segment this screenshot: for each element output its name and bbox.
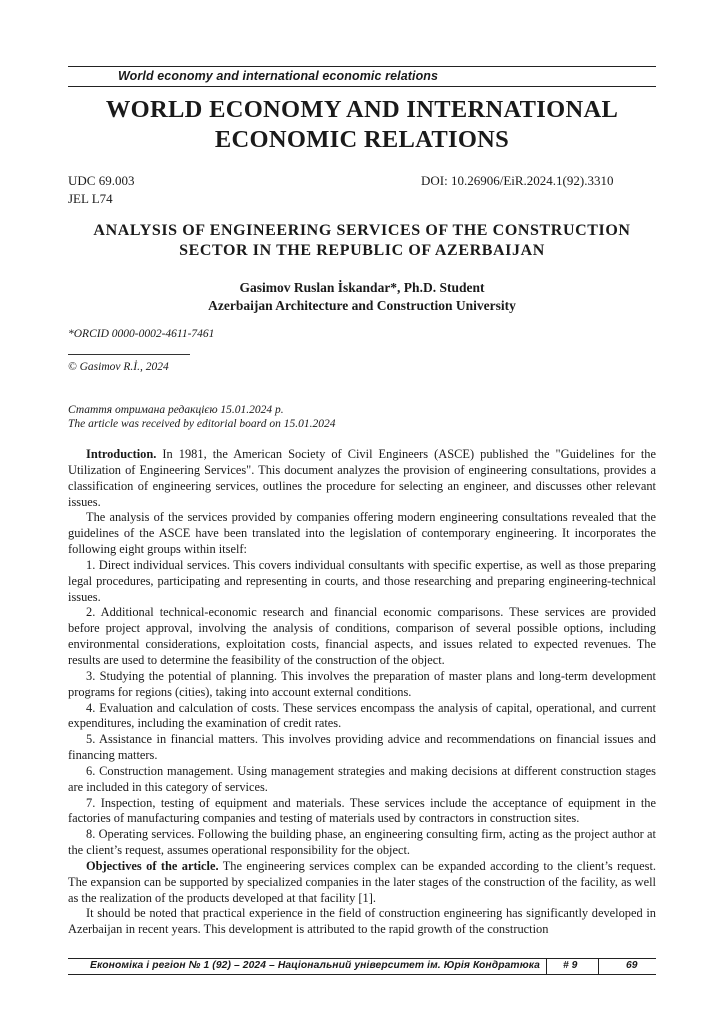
body-paragraph [68, 669, 656, 701]
section-title [68, 95, 656, 155]
body-paragraph [68, 859, 656, 907]
body-paragraph [68, 510, 656, 558]
page-number: 69 [626, 960, 638, 971]
paragraph-text: 5. Assistance in financial matters. This involves providing advice and recommendations on financial issues and financing matters. [68, 732, 656, 763]
paragraph-text: In 1981, the American Society of Civil Engineers (ASCE) published the "Guidelines for the Utilization of Engineering Services". This document analyzes the provision of engineering consultations, provides a classification of engineering services, outlines the procedure for selecting an engineer, and discusses other relevant issues. [68, 447, 656, 509]
paragraph-text: The analysis of the services provided by companies offering modern engineering consultations revealed that the guidelines of the ASCE have been translated into the legislation of contemporary engineering. It incorporates the following eight groups within itself: [68, 510, 656, 557]
body-paragraph [68, 558, 656, 606]
received-note-en: The article was received by editorial board on 15.01.2024 [68, 418, 336, 430]
body-paragraph [68, 447, 656, 510]
paragraph-text: 1. Direct individual services. This covers individual consultants with specific expertise, as well as those preparing legal procedures, participating and representing in courts, and those researching and preparing engineering-technical issues. [68, 557, 656, 604]
section-title-line-1: WORLD ECONOMY AND INTERNATIONAL [105, 96, 619, 123]
running-header: World economy and international economic relations [118, 69, 439, 83]
paragraph-text: It should be noted that practical experience in the field of construction engineering has significantly developed in Azerbaijan in recent years. This development is attributed to the rapid growth of the construction [68, 906, 656, 937]
paragraph-text: 2. Additional technical-economic research and financial economic comparisons. These services are provided before project approval, involving the analysis of conditions, comparison of several possible options, including environmental considerations, exploitation costs, financial aspects, and issues related to expected revenues. The results are used to determine the feasibility of the construction of the object. [68, 605, 656, 667]
separator-rule [68, 354, 190, 355]
section-title-line-2: ECONOMIC RELATIONS [214, 126, 510, 153]
paragraph-text: The engineering services complex can be expanded according to the client’s request. The expansion can be supported by specialized companies in the later stages of the construction of the facility, as well as the realization of the products developed at that facility [1]. [68, 858, 656, 905]
header-rule-top [68, 66, 656, 67]
body-paragraph [68, 701, 656, 733]
body-paragraph [68, 605, 656, 668]
jel-code: JEL L74 [68, 191, 113, 206]
footer-rule-bottom [68, 974, 656, 975]
author-affiliation: Azerbaijan Architecture and Construction University [208, 298, 516, 313]
body-paragraph [68, 827, 656, 859]
paragraph-lead: Objectives of the article. [86, 858, 219, 873]
paragraph-text: 3. Studying the potential of planning. This involves the preparation of master plans and long-term development programs for regions (cities), taking into account external conditions. [68, 668, 656, 699]
author-name: Gasimov Ruslan İskandar*, Ph.D. Student [239, 280, 485, 295]
body-paragraph [68, 906, 656, 938]
footer-divider [598, 958, 599, 974]
paragraph-text: 8. Operating services. Following the building phase, an engineering consulting firm, acting as the project author at the client’s request, assumes operational responsibility for the object. [68, 827, 656, 858]
paragraph-lead: Introduction. [86, 447, 157, 461]
article-body [68, 447, 656, 938]
body-paragraph [68, 796, 656, 828]
paragraph-text: 4. Evaluation and calculation of costs. These services encompass the analysis of capital, operational, and current expenditures, including the examination of credit rates. [68, 700, 656, 731]
copyright: © Gasimov R.İ., 2024 [68, 361, 169, 373]
paragraph-text: 6. Construction management. Using management strategies and making decisions at different construction stages are included in this category of services. [68, 763, 656, 794]
article-title-line-1: ANALYSIS OF ENGINEERING SERVICES OF THE CONSTRUCTION [93, 222, 631, 239]
footer-divider [546, 958, 547, 974]
orcid: *ORCID 0000-0002-4611-7461 [68, 328, 215, 340]
footer-issue: # 9 [563, 960, 578, 971]
paragraph-text: 7. Inspection, testing of equipment and materials. These services include the acceptance of equipment in the factories of manufacturing companies and testing of materials used by contractors in construction sites. [68, 795, 656, 826]
article-title-line-2: SECTOR IN THE REPUBLIC OF AZERBAIJAN [179, 242, 545, 259]
udc-code: UDC 69.003 [68, 173, 135, 188]
body-paragraph [68, 732, 656, 764]
received-note-ua: Стаття отримана редакцією 15.01.2024 р. [68, 404, 284, 416]
article-title [68, 221, 656, 261]
body-paragraph [68, 764, 656, 796]
header-rule-bottom [68, 86, 656, 87]
doi: DOI: 10.26906/EiR.2024.1(92).3310 [421, 173, 614, 188]
footer-journal: Економіка і регіон № 1 (92) – 2024 – Національний університет ім. Юрія Кондратюка [90, 960, 540, 971]
footer-rule-top [68, 958, 656, 959]
